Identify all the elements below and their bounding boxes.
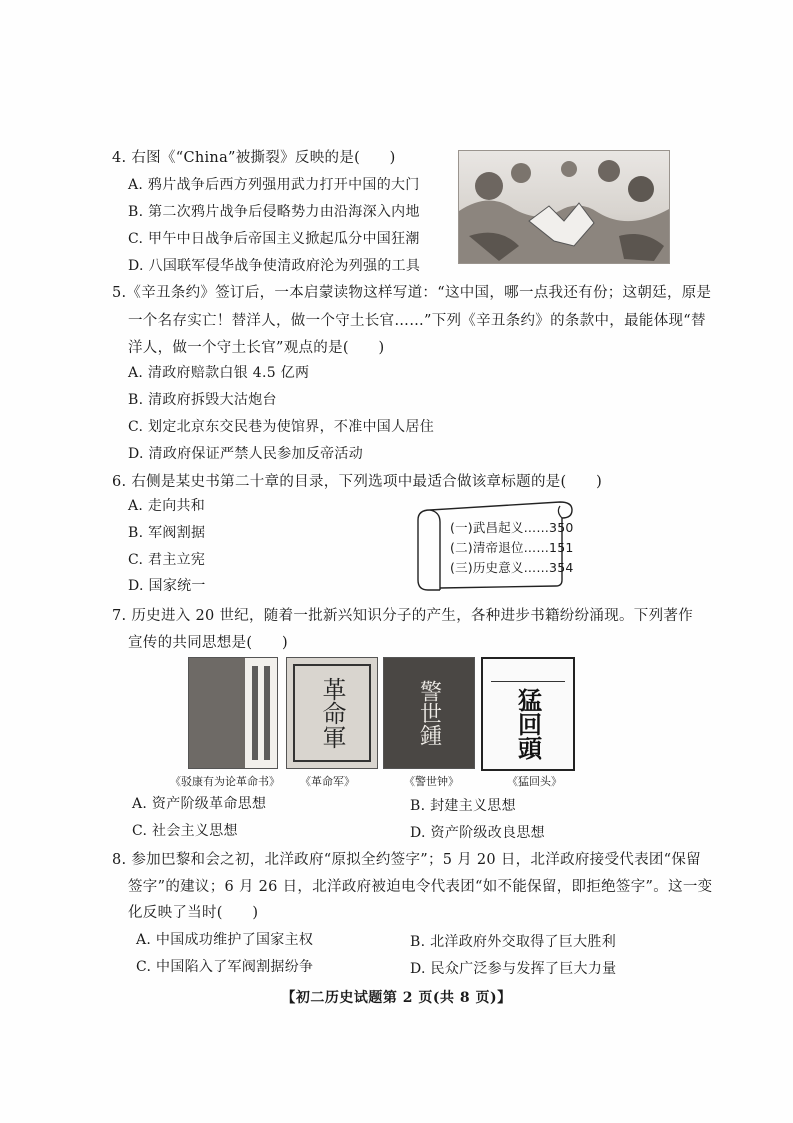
q8-stem-line-1: 8. 参加巴黎和会之初，北洋政府“原拟全约签字”；5 月 20 日，北洋政府接受代表团“保留 bbox=[112, 852, 701, 868]
q5-option-b: B. 清政府拆毁大沽炮台 bbox=[128, 392, 277, 408]
book-cover-jingshizhong bbox=[383, 657, 475, 769]
q4-stem: 4. 右图《“China”被撕裂》反映的是( ) bbox=[112, 150, 396, 166]
book-title-menghuitou: 猛回頭 bbox=[513, 688, 543, 760]
q7-option-d: D. 资产阶级改良思想 bbox=[410, 825, 545, 841]
q7-option-a: A. 资产阶级革命思想 bbox=[132, 796, 267, 812]
book-cover-bokang bbox=[188, 657, 278, 769]
q5-option-d: D. 清政府保证严禁人民参加反帝活动 bbox=[128, 446, 364, 462]
table-of-contents-scroll bbox=[410, 496, 578, 592]
q8-stem-line-2: 签字”的建议；6 月 26 日，北洋政府被迫电令代表团“如不能保留，即拒绝签字”。这一变 bbox=[128, 879, 713, 895]
caption-bokang: 《驳康有为论革命书》 bbox=[170, 775, 280, 788]
caption-menghuitou: 《猛回头》 bbox=[507, 775, 562, 788]
book-title-gemingjun: 革命軍 bbox=[318, 677, 346, 749]
q6-option-c: C. 君主立宪 bbox=[128, 552, 206, 568]
q8-option-b: B. 北洋政府外交取得了巨大胜利 bbox=[410, 934, 616, 950]
q8-stem-line-3: 化反映了当时( ) bbox=[128, 905, 259, 921]
q5-option-a: A. 清政府赔款白银 4.5 亿两 bbox=[128, 365, 310, 381]
q6-stem: 6. 右侧是某史书第二十章的目录，下列选项中最适合做该章标题的是( ) bbox=[112, 474, 603, 490]
q7-option-b: B. 封建主义思想 bbox=[410, 798, 516, 814]
caption-jingshizhong: 《警世钟》 bbox=[404, 775, 459, 788]
toc-item-3: (三)历史意义……354 bbox=[450, 560, 574, 575]
q4-option-a: A. 鸦片战争后西方列强用武力打开中国的大门 bbox=[128, 177, 420, 193]
q6-option-d: D. 国家统一 bbox=[128, 578, 206, 594]
q5-stem-line-1: 5.《辛丑条约》签订后，一本启蒙读物这样写道：“这中国，哪一点我还有份；这朝廷，原是 bbox=[112, 285, 712, 301]
q4-option-c: C. 甲午中日战争后帝国主义掀起瓜分中国狂潮 bbox=[128, 231, 420, 247]
caption-gemingjun: 《革命军》 bbox=[300, 775, 355, 788]
q5-stem-line-3: 洋人，做一个守土长官”观点的是( ) bbox=[128, 340, 385, 356]
toc-item-2: (二)清帝退位……151 bbox=[450, 540, 574, 555]
book-cover-menghuitou bbox=[481, 657, 575, 771]
q6-option-b: B. 军阀割据 bbox=[128, 525, 206, 541]
book-title-jingshizhong: 警世鍾 bbox=[416, 680, 442, 746]
book-cover-gemingjun bbox=[286, 657, 378, 769]
q6-option-a: A. 走向共和 bbox=[128, 498, 206, 514]
toc-item-1: (一)武昌起义……350 bbox=[450, 520, 574, 535]
page-footer: 【初二历史试题第 2 页(共 8 页)】 bbox=[281, 990, 512, 1006]
china-torn-cartoon-image bbox=[458, 150, 670, 264]
q7-stem-line-2: 宣传的共同思想是( ) bbox=[128, 635, 288, 651]
q5-stem-line-2: 一个名存实亡！替洋人，做一个守土长官……”下列《辛丑条约》的条款中，最能体现“替 bbox=[128, 313, 706, 329]
q7-option-c: C. 社会主义思想 bbox=[132, 823, 238, 839]
q8-option-d: D. 民众广泛参与发挥了巨大力量 bbox=[410, 961, 617, 977]
q4-option-d: D. 八国联军侵华战争使清政府沦为列强的工具 bbox=[128, 258, 421, 274]
q7-stem-line-1: 7. 历史进入 20 世纪，随着一批新兴知识分子的产生，各种进步书籍纷纷涌现。下列著作 bbox=[112, 608, 694, 624]
q4-option-b: B. 第二次鸦片战争后侵略势力由沿海深入内地 bbox=[128, 204, 420, 220]
q8-option-c: C. 中国陷入了军阀割据纷争 bbox=[136, 959, 314, 975]
q8-option-a: A. 中国成功维护了国家主权 bbox=[136, 932, 314, 948]
q5-option-c: C. 划定北京东交民巷为使馆界，不准中国人居住 bbox=[128, 419, 435, 435]
